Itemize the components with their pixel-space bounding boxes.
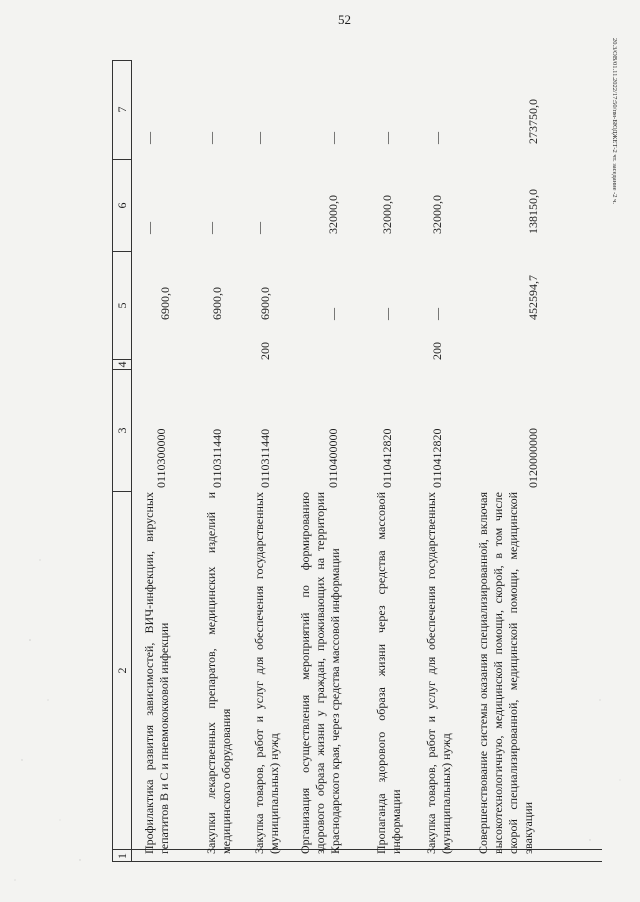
col-header-5: 5: [112, 252, 132, 360]
row-name: Пропаганда здорового образа жизни через средства массовой информации: [374, 492, 403, 854]
row-code: 0110400000: [326, 428, 340, 488]
col-header-7: 7: [112, 60, 132, 160]
row-code: 0110412820: [430, 428, 444, 488]
col-header-3: 3: [112, 370, 132, 492]
row-value-5: —: [430, 308, 444, 320]
col-header-2: 2: [112, 492, 132, 850]
row-value-7: —: [430, 132, 444, 144]
row-value-6: 32000,0: [326, 195, 340, 234]
row-code: 0110311440: [210, 428, 224, 488]
row-value-7: —: [142, 132, 156, 144]
page-number: 52: [338, 12, 351, 27]
row-code: 0120000000: [526, 428, 540, 488]
row-value-6: —: [142, 222, 156, 234]
row-value-6: —: [252, 222, 266, 234]
row-value-5: 452594,7: [526, 275, 540, 320]
row-name: Совершенствование системы оказания специализированной, включая высокотехнологичную, медицинской помощи, скорой, в том числе скорой специализированной, медицинской помощи, медицинской эвакуации: [476, 492, 535, 854]
row-value-6: 32000,0: [430, 195, 444, 234]
row-value-5: —: [326, 308, 340, 320]
row-vr: 200: [258, 342, 272, 360]
budget-table: [112, 60, 602, 862]
row-value-6: 32000,0: [380, 195, 394, 234]
row-value-6: 138150,0: [526, 189, 540, 234]
row-code: 0110300000: [154, 428, 168, 488]
row-value-7: —: [326, 132, 340, 144]
document-footer-code: 20.3/OB/01.11.2022/17:50/пм-БЮДЖЕТ-2 чт. заседание -2 ч.: [611, 38, 618, 205]
col-header-6: 6: [112, 160, 132, 252]
row-name: Закупка товаров, работ и услуг для обеспечения государственных (муниципальных) нужд: [252, 492, 281, 854]
row-value-7: —: [380, 132, 394, 144]
row-value-7: 273750,0: [526, 99, 540, 144]
col-header-4: 4: [112, 360, 132, 370]
row-value-7: —: [252, 132, 266, 144]
row-vr: 200: [430, 342, 444, 360]
row-code: 0110412820: [380, 428, 394, 488]
col-header-1: 1: [112, 850, 132, 862]
row-name: Профилактика развития зависимостей, ВИЧ-инфекции, вирусных гепатитов В и С и пневмококковой инфекции: [142, 492, 171, 854]
row-value-5: 6900,0: [158, 287, 172, 320]
table-left-border: [132, 861, 602, 862]
row-value-5: 6900,0: [258, 287, 272, 320]
row-value-6: —: [204, 222, 218, 234]
row-value-7: —: [204, 132, 218, 144]
row-name: Закупка товаров, работ и услуг для обеспечения государственных (муниципальных) нужд: [424, 492, 453, 854]
row-name: Организация осуществления мероприятий по формированию здорового образа жизни у граждан, проживающих на территории Краснодарского края, через средства массовой информации: [298, 492, 342, 854]
row-code: 0110311440: [258, 428, 272, 488]
row-value-5: 6900,0: [210, 287, 224, 320]
row-value-5: —: [380, 308, 394, 320]
row-name: Закупки лекарственных препаратов, медицинских изделий и медицинского оборудования: [204, 492, 233, 854]
